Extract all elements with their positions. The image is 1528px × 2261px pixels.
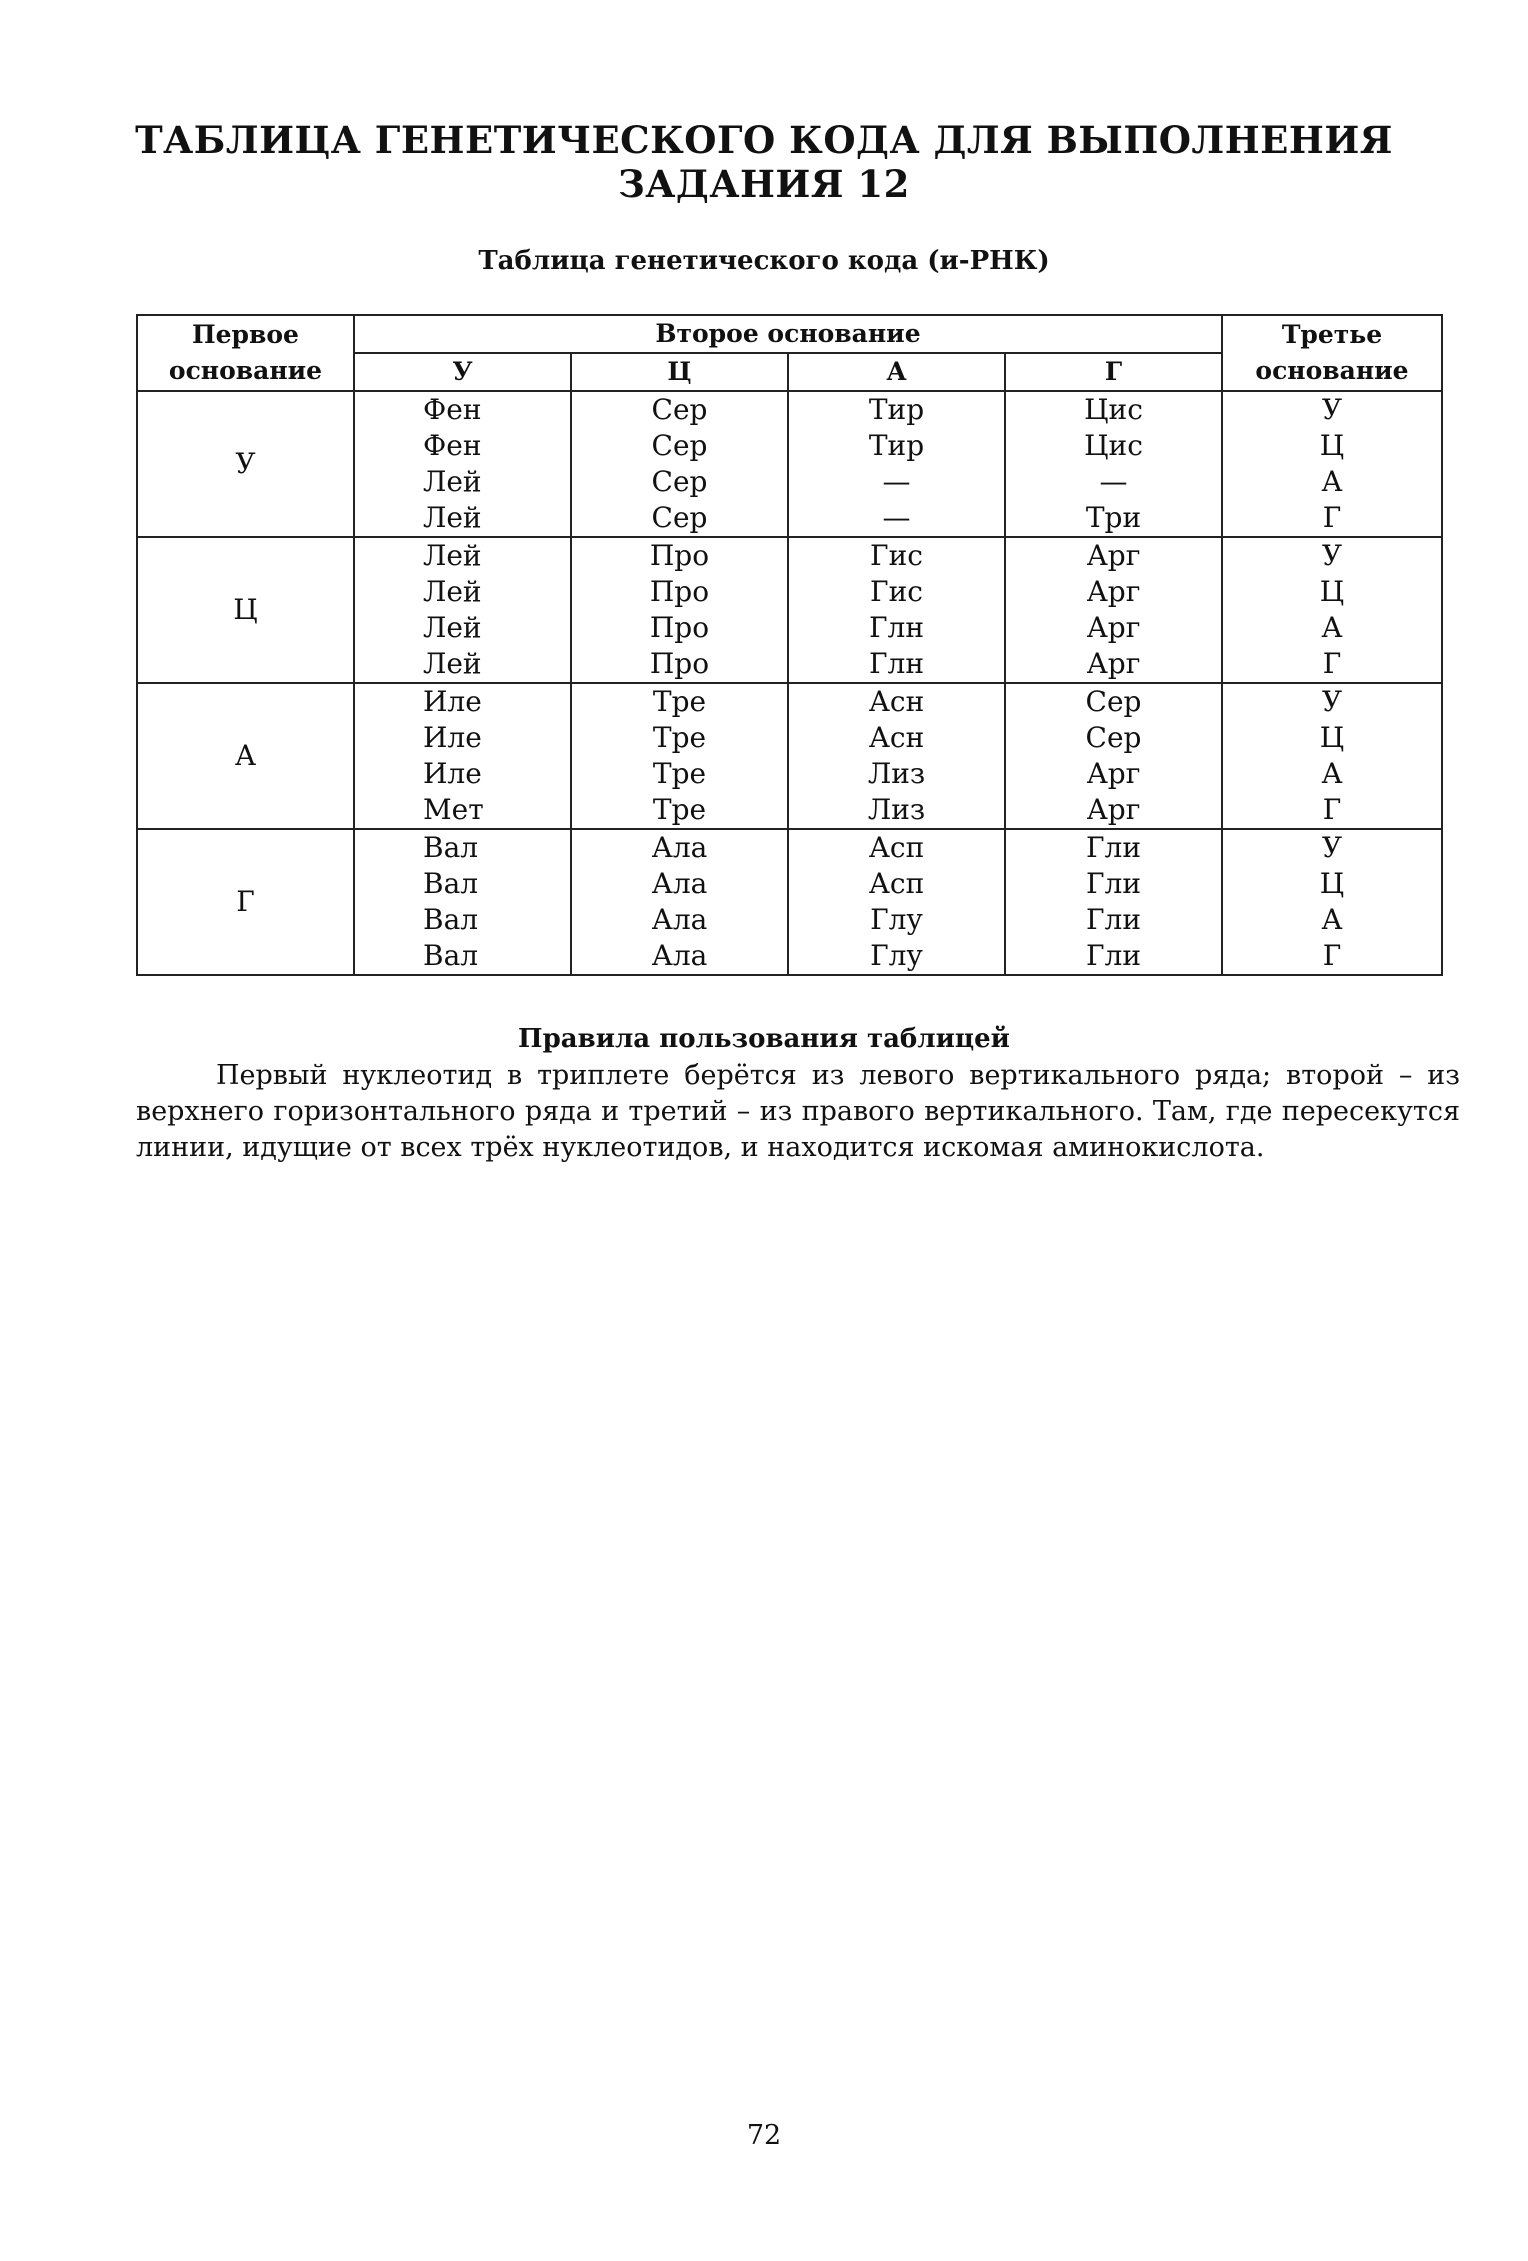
third-base-cell: Ц bbox=[1222, 428, 1442, 464]
amino-acid-cell: Сер bbox=[571, 391, 788, 428]
genetic-code-body bbox=[137, 391, 1442, 975]
amino-acid-cell: Глн bbox=[788, 646, 1005, 683]
amino-acid-cell: Арг bbox=[1005, 610, 1222, 646]
amino-acid-cell: Цис bbox=[1005, 428, 1222, 464]
amino-acid-cell: Асн bbox=[788, 720, 1005, 756]
third-base-cell: Ц bbox=[1222, 574, 1442, 610]
rules-heading: Правила пользования таблицей bbox=[518, 1024, 1010, 1054]
table-row bbox=[137, 391, 1442, 428]
third-base-cell: А bbox=[1222, 902, 1442, 938]
amino-acid-cell: Лей bbox=[354, 646, 571, 683]
amino-acid-cell: Сер bbox=[1005, 683, 1222, 720]
first-base-cell: У bbox=[137, 391, 354, 537]
amino-acid-cell: — bbox=[788, 500, 1005, 537]
genetic-code-table bbox=[136, 314, 1443, 976]
third-base-cell: Г bbox=[1222, 646, 1442, 683]
amino-acid-cell: Сер bbox=[571, 500, 788, 537]
third-base-cell: А bbox=[1222, 464, 1442, 500]
amino-acid-cell: Асп bbox=[788, 866, 1005, 902]
amino-acid-cell: Тре bbox=[571, 756, 788, 792]
table-caption: Таблица генетического кода (и-РНК) bbox=[478, 246, 1050, 276]
amino-acid-cell: Вал bbox=[354, 829, 571, 866]
amino-acid-cell: Гис bbox=[788, 574, 1005, 610]
third-base-cell: Г bbox=[1222, 792, 1442, 829]
second-base-c: Ц bbox=[571, 353, 788, 391]
third-base-cell: У bbox=[1222, 537, 1442, 574]
amino-acid-cell: Асн bbox=[788, 683, 1005, 720]
third-base-cell: А bbox=[1222, 756, 1442, 792]
amino-acid-cell: Иле bbox=[354, 720, 571, 756]
amino-acid-cell: Тре bbox=[571, 792, 788, 829]
page-title bbox=[0, 118, 1528, 206]
amino-acid-cell: Фен bbox=[354, 391, 571, 428]
third-base-cell: Ц bbox=[1222, 866, 1442, 902]
amino-acid-cell: Иле bbox=[354, 756, 571, 792]
third-base-cell: Ц bbox=[1222, 720, 1442, 756]
amino-acid-cell: Ала bbox=[571, 938, 788, 975]
page-title-line-1: ТАБЛИЦА ГЕНЕТИЧЕСКОГО КОДА ДЛЯ ВЫПОЛНЕНИЯ bbox=[135, 118, 1393, 162]
amino-acid-cell: Арг bbox=[1005, 537, 1222, 574]
second-base-g: Г bbox=[1005, 353, 1222, 391]
amino-acid-cell: Тир bbox=[788, 391, 1005, 428]
page-number: 72 bbox=[746, 2120, 782, 2151]
amino-acid-cell: Сер bbox=[1005, 720, 1222, 756]
amino-acid-cell: Иле bbox=[354, 683, 571, 720]
amino-acid-cell: Сер bbox=[571, 428, 788, 464]
second-base-u: У bbox=[354, 353, 571, 391]
first-base-cell: А bbox=[137, 683, 354, 829]
third-base-cell: У bbox=[1222, 829, 1442, 866]
amino-acid-cell: Лиз bbox=[788, 792, 1005, 829]
amino-acid-cell: Вал bbox=[354, 938, 571, 975]
table-row bbox=[137, 683, 1442, 720]
amino-acid-cell: Ала bbox=[571, 902, 788, 938]
amino-acid-cell: Гли bbox=[1005, 938, 1222, 975]
third-base-cell: Г bbox=[1222, 500, 1442, 537]
amino-acid-cell: Вал bbox=[354, 902, 571, 938]
amino-acid-cell: Про bbox=[571, 610, 788, 646]
amino-acid-cell: Сер bbox=[571, 464, 788, 500]
table-row bbox=[137, 537, 1442, 574]
page-title-line-2: ЗАДАНИЯ 12 bbox=[618, 162, 910, 206]
amino-acid-cell: Про bbox=[571, 574, 788, 610]
amino-acid-cell: Мет bbox=[354, 792, 571, 829]
amino-acid-cell: Гли bbox=[1005, 902, 1222, 938]
second-base-header: Второе основание bbox=[354, 315, 1222, 353]
rules-paragraph: Первый нуклеотид в триплете берётся из левого вертикального ряда; второй – из верхнего горизонтального ряда и третий – из правого вертикального. Там, где пересекутся линии, идущие от всех трёх нуклеотидов, и находится искомая аминокислота. bbox=[136, 1060, 1460, 1163]
amino-acid-cell: Цис bbox=[1005, 391, 1222, 428]
amino-acid-cell: Гли bbox=[1005, 866, 1222, 902]
amino-acid-cell: Глу bbox=[788, 902, 1005, 938]
amino-acid-cell: Лей bbox=[354, 537, 571, 574]
amino-acid-cell: Фен bbox=[354, 428, 571, 464]
third-base-cell: У bbox=[1222, 683, 1442, 720]
second-base-a: А bbox=[788, 353, 1005, 391]
third-base-cell: Г bbox=[1222, 938, 1442, 975]
amino-acid-cell: Лей bbox=[354, 610, 571, 646]
amino-acid-cell: Про bbox=[571, 646, 788, 683]
amino-acid-cell: Тре bbox=[571, 720, 788, 756]
amino-acid-cell: Глн bbox=[788, 610, 1005, 646]
amino-acid-cell: Три bbox=[1005, 500, 1222, 537]
amino-acid-cell: Про bbox=[571, 537, 788, 574]
amino-acid-cell: Лей bbox=[354, 464, 571, 500]
amino-acid-cell: Арг bbox=[1005, 646, 1222, 683]
amino-acid-cell: Глу bbox=[788, 938, 1005, 975]
third-base-header: Третье основание bbox=[1222, 315, 1442, 391]
table-row bbox=[137, 829, 1442, 866]
amino-acid-cell: Ала bbox=[571, 866, 788, 902]
amino-acid-cell: Тир bbox=[788, 428, 1005, 464]
amino-acid-cell: — bbox=[1005, 464, 1222, 500]
amino-acid-cell: Лей bbox=[354, 574, 571, 610]
amino-acid-cell: Тре bbox=[571, 683, 788, 720]
amino-acid-cell: Гис bbox=[788, 537, 1005, 574]
first-base-header: Первое основание bbox=[137, 315, 354, 391]
amino-acid-cell: Ала bbox=[571, 829, 788, 866]
amino-acid-cell: Гли bbox=[1005, 829, 1222, 866]
amino-acid-cell: Асп bbox=[788, 829, 1005, 866]
amino-acid-cell: Лей bbox=[354, 500, 571, 537]
amino-acid-cell: Арг bbox=[1005, 756, 1222, 792]
amino-acid-cell: Вал bbox=[354, 866, 571, 902]
amino-acid-cell: — bbox=[788, 464, 1005, 500]
amino-acid-cell: Арг bbox=[1005, 574, 1222, 610]
first-base-cell: Ц bbox=[137, 537, 354, 683]
third-base-cell: У bbox=[1222, 391, 1442, 428]
third-base-cell: А bbox=[1222, 610, 1442, 646]
amino-acid-cell: Лиз bbox=[788, 756, 1005, 792]
amino-acid-cell: Арг bbox=[1005, 792, 1222, 829]
first-base-cell: Г bbox=[137, 829, 354, 975]
